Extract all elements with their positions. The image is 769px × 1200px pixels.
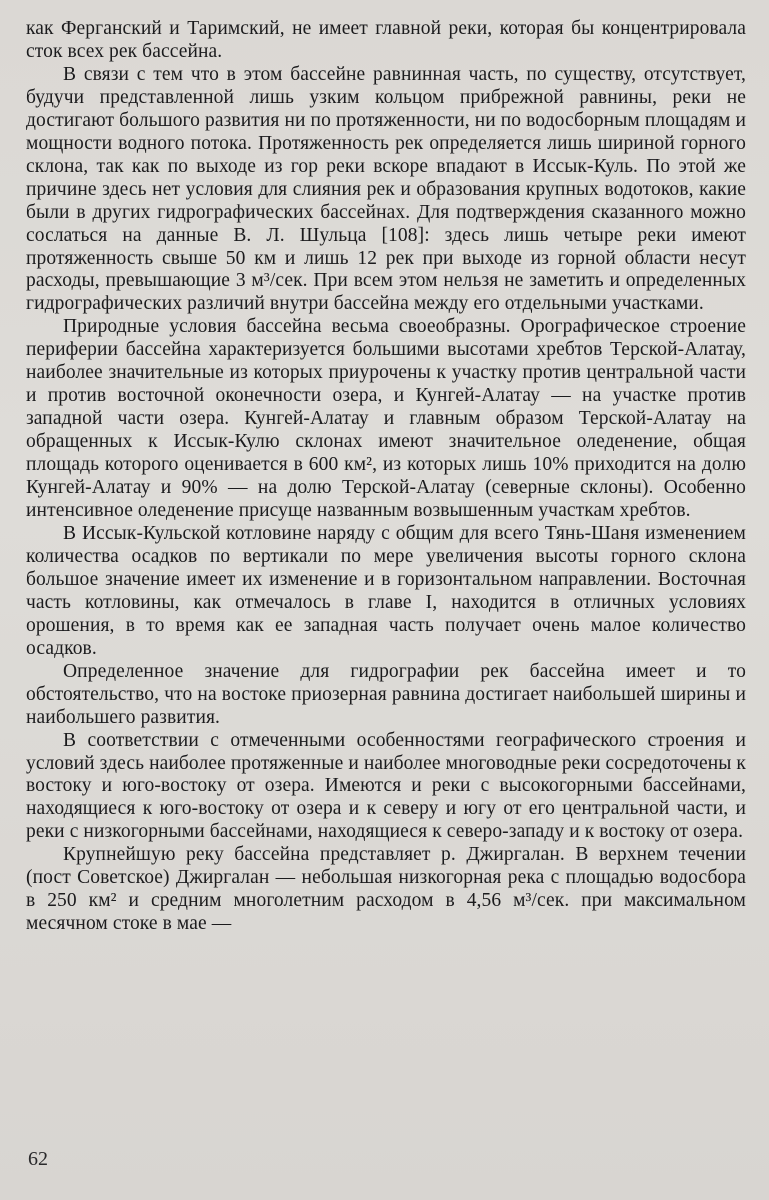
paragraph-continuation: как Ферганский и Таримский, не имеет главной реки, которая бы концентрировала сток всех рек бассейна.	[26, 18, 746, 62]
paragraph-djirgalan: Крупнейшую реку бассейна представляет р. Джиргалан. В верхнем течении (пост Советское) Джиргалан — небольшая низкогорная река с площадью водосбора в 250 км² и средним многолетним расходом в 4,56 м³/сек. при максимальном месячном стоке в мае —	[26, 844, 746, 935]
page-number: 62	[28, 1148, 48, 1170]
paragraph-plain-width: Определенное значение для гидрографии рек бассейна имеет и то обстоятельство, что на востоке приозерная равнина достигает наибольшей ширины и наибольшего развития.	[26, 660, 746, 728]
body-text	[26, 18, 746, 936]
paragraph-natural-conditions: Природные условия бассейна весьма своеобразны. Орографическое строение периферии бассейна характеризуется большими высотами хребтов Терской-Алатау, наиболее значительные из которых приурочены к участку против центральной части и против восточной оконечности озера, и Кунгей-Алатау — на участке против западной части озера. Кунгей-Алатау и главным образом Терской-Алатау на обращенных к Иссык-Кулю склонах имеют значительное оледенение, общая площадь которого оценивается в 600 км², из которых лишь 10% приходится на долю Кунгей-Алатау и 90% — на долю Терской-Алатау (северные склоны). Особенно интенсивное оледенение присуще названным возвышенным участкам хребтов.	[26, 316, 746, 522]
paragraph-river-distribution: В соответствии с отмеченными особенностями географического строения и условий здесь наиболее протяженные и наиболее многоводные реки сосредоточены к востоку и юго-востоку от озера. Имеются и реки с высокогорными бассейнами, находящиеся к юго-востоку от озера и к северу и югу от его центральной части, и реки с низкогорными бассейнами, находящиеся к северо-западу и к востоку от озера.	[26, 729, 746, 843]
paragraph-river-development: В связи с тем что в этом бассейне равнинная часть, по существу, отсутствует, будучи представленной лишь узким кольцом прибрежной равнины, реки не достигают большого развития ни по протяженности, ни по водосборным площадям и мощности водного потока. Протяженность рек определяется лишь шириной горного склона, так как по выходе из гор реки вскоре впадают в Иссык-Куль. По этой же причине здесь нет условия для слияния рек и образования крупных водотоков, какие были в других гидрографических бассейнах. Для подтверждения сказанного можно сослаться на данные В. Л. Шульца [108]: здесь лишь четыре реки имеют протяженность свыше 50 км и лишь 12 рек при выходе из горной области несут расходы, превышающие 3 м³/сек. При всем этом нельзя не заметить и определенных гидрографических различий внутри бассейна между его отдельными участками.	[26, 63, 746, 315]
paragraph-precipitation: В Иссык-Кульской котловине наряду с общим для всего Тянь-Шаня изменением количества осадков по вертикали по мере увеличения высоты горного склона большое значение имеет их изменение и в горизонтальном направлении. Восточная часть котловины, как отмечалось в главе I, находится в отличных условиях орошения, в то время как ее западная часть получает очень малое количество осадков.	[26, 522, 746, 659]
